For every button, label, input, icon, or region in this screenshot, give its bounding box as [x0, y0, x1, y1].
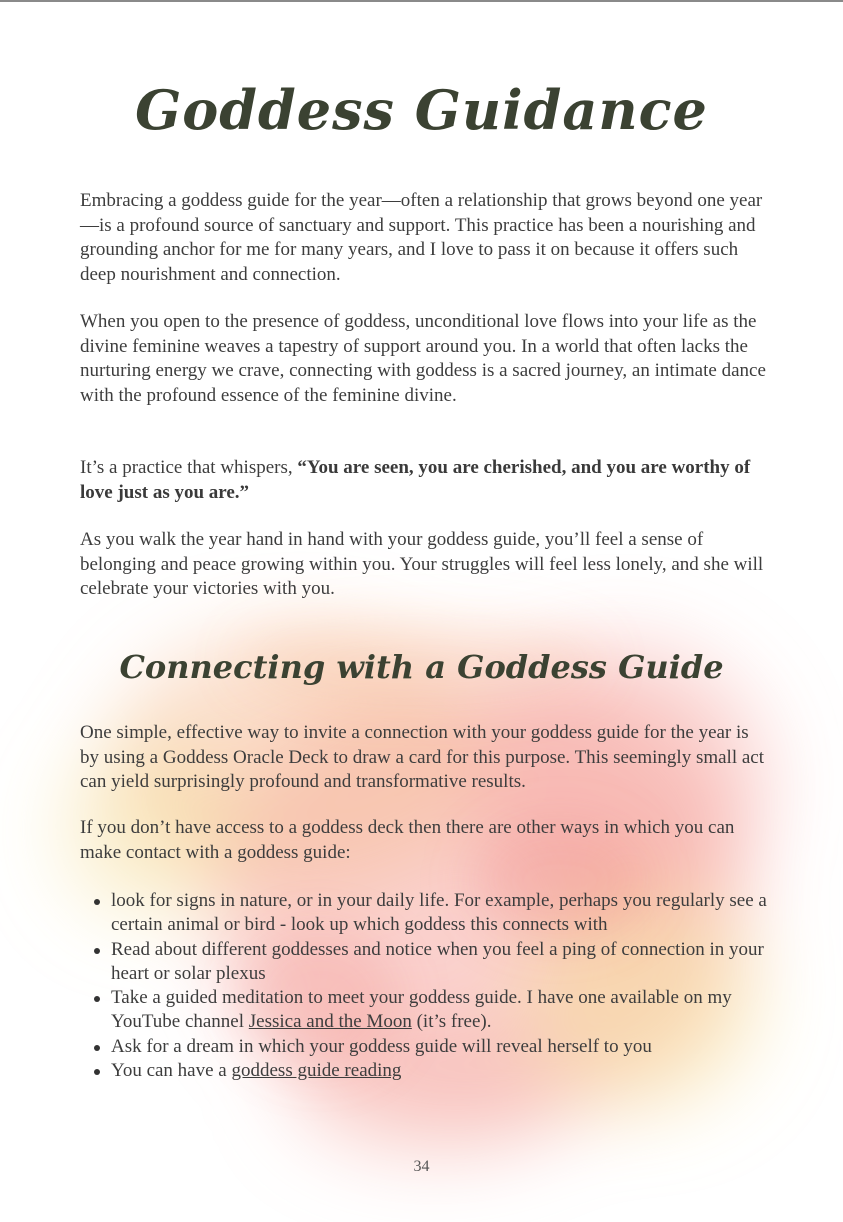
bullet-icon — [94, 899, 100, 905]
list-item-text: Read about different goddesses and notice when you feel a ping of connection in your heart or solar plexus — [111, 938, 764, 984]
alternatives-paragraph: If you don’t have access to a goddess deck then there are other ways in which you can make contact with a goddess guide: — [80, 817, 735, 863]
bullet-icon — [94, 948, 100, 954]
whisper-lead: It’s a practice that whispers, — [80, 457, 298, 478]
page-number: 34 — [413, 1158, 430, 1175]
list-item — [80, 1035, 770, 1059]
ways-list — [80, 889, 770, 1083]
youtube-channel-link[interactable]: Jessica and the Moon — [248, 1011, 412, 1033]
list-item — [80, 986, 770, 1035]
list-item-text: Take a guided meditation to meet your goddess guide. I have one available on my YouTube channel — [111, 987, 732, 1033]
intro-paragraph: Embracing a goddess guide for the year—often a relationship that grows beyond one year—is a profound source of sanctuary and support. This practice has been a nourishing and grounding anchor for me for many years, and I love to pass it on because it offers such deep nourishment and connection. — [80, 190, 763, 285]
list-item-text: look for signs in nature, or in your daily life. For example, perhaps you regularly see a certain animal or bird - look up which goddess this connects with — [111, 890, 767, 936]
list-item — [80, 1059, 770, 1083]
whisper-paragraph — [80, 456, 770, 505]
journey-paragraph: As you walk the year hand in hand with your goddess guide, you’ll feel a sense of belonging and peace growing within you. Your struggles will feel less lonely, and she will celebrate your victories with you. — [80, 529, 764, 599]
list-item-tail: (it’s free). — [411, 1011, 492, 1033]
bullet-icon — [94, 996, 100, 1002]
presence-paragraph: When you open to the presence of goddess, unconditional love flows into your life as the divine feminine weaves a tapestry of support around you. In a world that often lacks the nurturing energy we crave, connecting with goddess is a sacred journey, an intimate dance with the profound essence of the feminine divine. — [80, 311, 766, 406]
list-item-text: Ask for a dream in which your goddess guide will reveal herself to you — [111, 1035, 652, 1057]
page-title: Goddess Guidance — [135, 78, 708, 142]
oracle-deck-paragraph: One simple, effective way to invite a connection with your goddess guide for the year is by using a Goddess Oracle Deck to draw a card for this purpose. This seemingly small act can yield surprisingly profound and transformative results. — [80, 722, 764, 792]
list-item-text: You can have a — [111, 1060, 232, 1082]
section-heading: Connecting with a Goddess Guide — [119, 648, 724, 686]
list-item — [80, 938, 770, 987]
whisper-quote: “You are seen, you are cherished, and you are worthy of love just as you are.” — [80, 457, 751, 503]
bullet-icon — [94, 1069, 100, 1075]
list-item — [80, 889, 770, 938]
bullet-icon — [94, 1045, 100, 1051]
goddess-reading-link[interactable]: goddess guide reading — [231, 1060, 402, 1082]
